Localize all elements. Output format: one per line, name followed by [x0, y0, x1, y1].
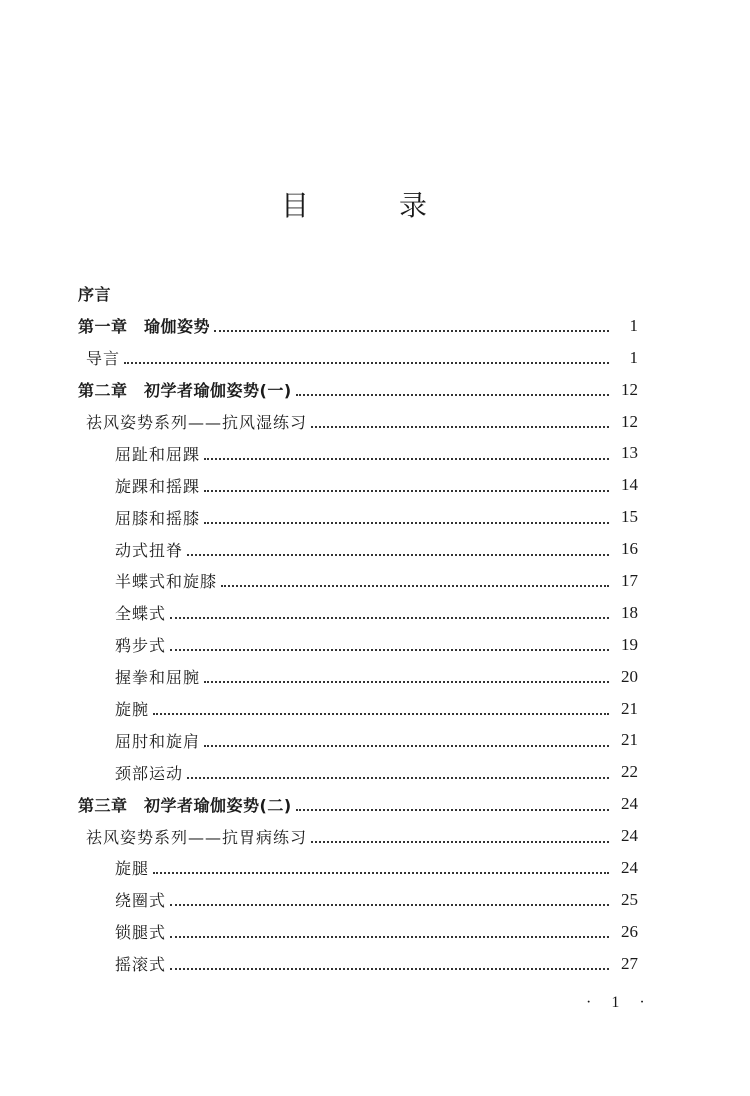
toc-entry-page: 1 — [629, 347, 638, 367]
dot-leader — [170, 648, 609, 651]
dot-leader — [204, 744, 609, 747]
toc-entry-subsection[interactable] — [78, 501, 638, 533]
toc-entry-subsection[interactable] — [78, 597, 638, 629]
toc-entry-label: 祛风姿势系列——抗胃病练习 — [86, 825, 309, 848]
toc-entry-label: 旋踝和摇踝 — [115, 474, 202, 497]
toc-entry-subsection[interactable] — [78, 884, 638, 916]
toc-entry-subsection[interactable] — [78, 916, 638, 948]
dot-leader — [170, 967, 609, 970]
toc-entry-subsection[interactable] — [78, 852, 638, 884]
toc-entry-label: 锁腿式 — [115, 920, 168, 943]
toc-entry-section[interactable] — [78, 406, 638, 438]
dot-leader — [187, 776, 609, 779]
toc-entry-page: 24 — [621, 794, 638, 814]
toc-entry-subsection[interactable] — [78, 661, 638, 693]
toc-entry-subsection[interactable] — [78, 437, 638, 469]
page-title-char-1: 目 — [281, 189, 310, 222]
dot-leader — [204, 521, 609, 524]
toc-entry-section[interactable] — [78, 820, 638, 852]
toc-entry-chapter-2[interactable] — [78, 374, 638, 406]
toc-entry-page: 12 — [621, 379, 638, 399]
toc-entry-page: 25 — [621, 889, 638, 909]
dot-leader — [311, 840, 609, 843]
toc-entry-page: 21 — [621, 698, 638, 718]
toc-entry-chapter-1[interactable] — [78, 310, 638, 342]
toc-entry-subsection[interactable] — [78, 724, 638, 756]
toc-entry-page: 24 — [621, 826, 638, 846]
toc-entry-subsection[interactable] — [78, 565, 638, 597]
toc-entry-subsection[interactable] — [78, 533, 638, 565]
toc-entry-label: 祛风姿势系列——抗风湿练习 — [86, 410, 309, 433]
dot-leader — [296, 808, 609, 811]
toc-entry-label: 握拳和屈腕 — [115, 665, 202, 688]
toc-entry-page: 16 — [621, 539, 638, 559]
toc-entry-subsection[interactable] — [78, 948, 638, 980]
toc-entry-page: 22 — [621, 762, 638, 782]
page-number: · 1 · — [586, 994, 653, 1011]
dot-leader — [214, 329, 609, 332]
toc-entry-label: 序言 — [78, 282, 113, 305]
table-of-contents — [78, 278, 638, 980]
toc-entry-label: 半蝶式和旋膝 — [115, 569, 219, 592]
toc-entry-page: 20 — [621, 666, 638, 686]
dot-leader — [124, 361, 609, 364]
toc-entry-page: 21 — [621, 730, 638, 750]
toc-entry-label: 第二章 初学者瑜伽姿势(一) — [78, 378, 294, 401]
toc-entry-page: 19 — [621, 634, 638, 654]
dot-leader — [187, 553, 609, 556]
toc-entry-label: 摇滚式 — [115, 952, 168, 975]
toc-entry-page: 18 — [621, 602, 638, 622]
toc-entry-page: 12 — [621, 411, 638, 431]
toc-entry-subsection[interactable] — [78, 469, 638, 501]
toc-entry-label: 屈趾和屈踝 — [115, 442, 202, 465]
dot-leader — [170, 935, 609, 938]
toc-entry-subsection[interactable] — [78, 693, 638, 725]
page-title — [0, 186, 750, 226]
dot-leader — [170, 903, 609, 906]
dot-leader — [204, 489, 609, 492]
toc-entry-page: 15 — [621, 507, 638, 527]
toc-entry-label: 绕圈式 — [115, 888, 168, 911]
toc-entry-introduction[interactable] — [78, 342, 638, 374]
toc-entry-page: 1 — [629, 315, 638, 335]
toc-entry-label: 鸦步式 — [115, 633, 168, 656]
dot-leader — [204, 457, 609, 460]
page-title-char-2: 录 — [399, 189, 428, 222]
dot-leader — [311, 425, 609, 428]
dot-leader — [153, 871, 609, 874]
toc-entry-page: 27 — [621, 953, 638, 973]
dot-leader — [204, 680, 609, 683]
dot-leader — [296, 393, 609, 396]
toc-entry-chapter-3[interactable] — [78, 788, 638, 820]
toc-entry-page: 24 — [621, 857, 638, 877]
dot-leader — [170, 616, 609, 619]
toc-entry-page: 26 — [621, 921, 638, 941]
toc-entry-preface[interactable] — [78, 278, 638, 310]
toc-entry-page: 13 — [621, 443, 638, 463]
toc-entry-label: 旋腕 — [115, 697, 151, 720]
toc-entry-subsection[interactable] — [78, 756, 638, 788]
toc-entry-label: 屈肘和旋肩 — [115, 729, 202, 752]
toc-entry-page: 17 — [621, 570, 638, 590]
toc-entry-label: 第一章 瑜伽姿势 — [78, 314, 212, 337]
toc-entry-label: 导言 — [86, 346, 122, 369]
toc-entry-label: 第三章 初学者瑜伽姿势(二) — [78, 793, 294, 816]
dot-leader — [221, 584, 609, 587]
toc-entry-subsection[interactable] — [78, 629, 638, 661]
toc-entry-label: 动式扭脊 — [115, 538, 185, 561]
toc-entry-label: 颈部运动 — [115, 761, 185, 784]
toc-entry-label: 屈膝和摇膝 — [115, 506, 202, 529]
toc-entry-label: 旋腿 — [115, 856, 151, 879]
toc-entry-page: 14 — [621, 475, 638, 495]
dot-leader — [153, 712, 609, 715]
toc-entry-label: 全蝶式 — [115, 601, 168, 624]
